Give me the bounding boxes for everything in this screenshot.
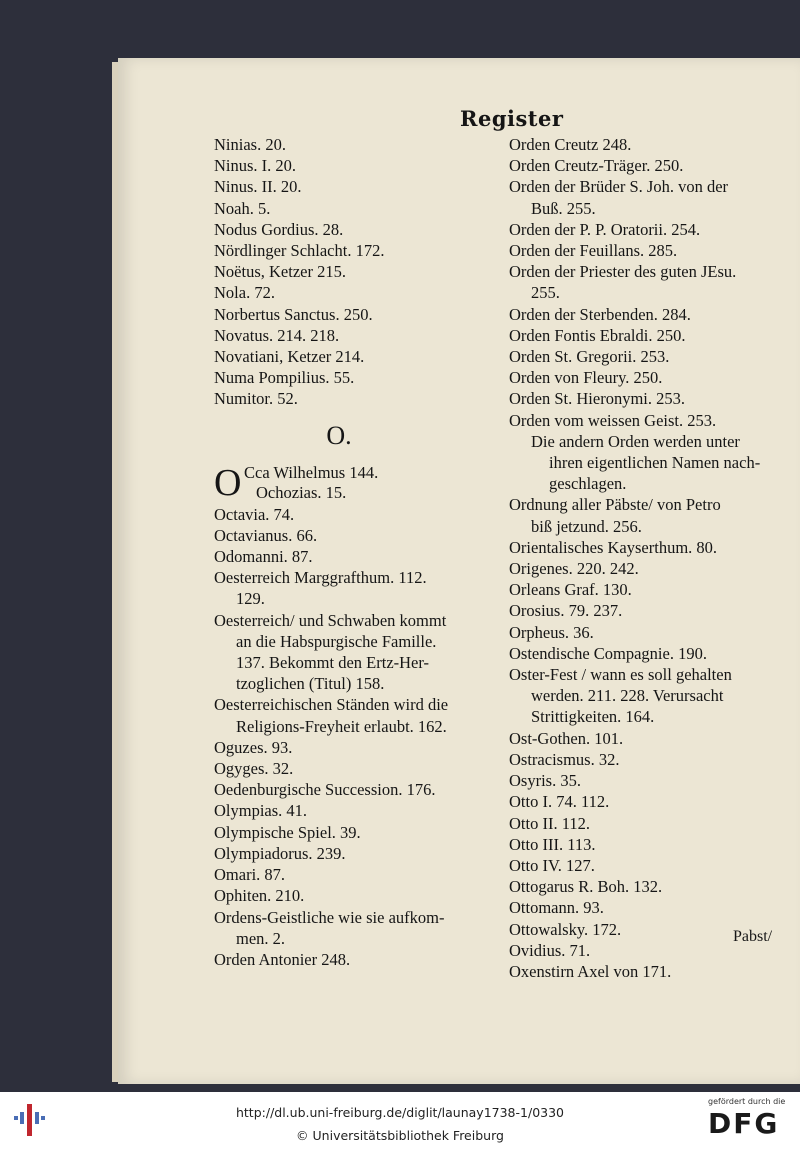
- index-entry: Nördlinger Schlacht. 172.: [214, 241, 385, 261]
- index-entry: ihren eigentlichen Namen nach-: [549, 453, 761, 473]
- index-entry: Ophiten. 210.: [214, 886, 305, 906]
- index-entry: Numitor. 52.: [214, 389, 298, 409]
- dfg-logo[interactable]: DFG: [708, 1107, 780, 1140]
- index-entry: Otto IV. 127.: [509, 855, 595, 875]
- index-entry: Otto I. 74. 112.: [509, 792, 610, 812]
- index-entry: Orden Creutz-Träger. 250.: [509, 156, 684, 176]
- index-entry: Ottogarus R. Boh. 132.: [509, 877, 663, 897]
- index-entry: Buß. 255.: [531, 198, 596, 218]
- index-entry: Numa Pompilius. 55.: [214, 368, 355, 388]
- index-entry: 137. Bekommt den Ertz-Her-: [236, 653, 430, 673]
- index-entry: Oster-Fest / wann es soll gehalten: [509, 665, 732, 685]
- index-entry: geschlagen.: [549, 474, 627, 494]
- index-entry: Ottomann. 93.: [509, 898, 604, 918]
- index-entry: Orden vom weissen Geist. 253.: [509, 410, 717, 430]
- index-entry: Orden St. Hieronymi. 253.: [509, 389, 685, 409]
- index-entry: tzoglichen (Titul) 158.: [236, 674, 385, 694]
- index-entry: Orden der P. P. Oratorii. 254.: [509, 219, 701, 239]
- index-entry: Orden der Priester des guten JEsu.: [509, 262, 737, 282]
- right-o-entries: [509, 134, 789, 982]
- index-entry: Die andern Orden werden unter: [531, 431, 740, 451]
- index-entry: Octavia. 74.: [214, 504, 295, 524]
- index-entry: Orpheus. 36.: [509, 622, 594, 642]
- index-entry: Orden der Feuillans. 285.: [509, 241, 678, 261]
- index-entry: Otto II. 112.: [509, 813, 590, 833]
- running-header: Register: [460, 106, 564, 131]
- index-entry: Oesterreich/ und Schwaben kommt: [214, 610, 447, 630]
- index-entry: 129.: [236, 589, 265, 609]
- index-entry: werden. 211. 228. Verursacht: [531, 686, 724, 706]
- left-o-entries: [214, 504, 500, 970]
- index-entry: Ost-Gothen. 101.: [509, 728, 624, 748]
- copyright-text: © Universitätsbibliothek Freiburg: [296, 1128, 504, 1143]
- initial-line-2: Ochozias. 15.: [256, 482, 347, 502]
- index-entry: an die Habspurgische Famille.: [236, 631, 437, 651]
- viewer-footer: [0, 1092, 800, 1149]
- index-entry: Nola. 72.: [214, 283, 275, 303]
- index-entry: Olympias. 41.: [214, 801, 308, 821]
- left-column: [214, 134, 500, 970]
- index-entry: Osyris. 35.: [509, 771, 581, 791]
- index-entry: Odomanni. 87.: [214, 547, 313, 567]
- index-entry: Ottowalsky. 172.: [509, 919, 622, 939]
- index-entry: Orden St. Gregorii. 253.: [509, 347, 670, 367]
- index-entry: Otto III. 113.: [509, 834, 596, 854]
- index-entry: Noëtus, Ketzer 215.: [214, 262, 346, 282]
- index-entry: Novatus. 214. 218.: [214, 325, 340, 345]
- initial-line-1: Cca Wilhelmus 144.: [244, 462, 379, 482]
- index-entry: 255.: [531, 283, 560, 303]
- right-column: [509, 134, 789, 982]
- index-entry: Ninus. I. 20.: [214, 156, 297, 176]
- section-letter: O.: [326, 420, 352, 450]
- index-entry: Omari. 87.: [214, 865, 286, 885]
- index-entry: Orden von Fleury. 250.: [509, 368, 663, 388]
- index-entry: Ninus. II. 20.: [214, 177, 302, 197]
- index-entry: Orosius. 79. 237.: [509, 601, 623, 621]
- page-url-link[interactable]: http://dl.ub.uni-freiburg.de/diglit/launay1738-1/0330: [235, 1105, 564, 1120]
- index-entry: Ordnung aller Päbste/ von Petro: [509, 495, 721, 515]
- index-entry: Novatiani, Ketzer 214.: [214, 347, 365, 367]
- index-entry: men. 2.: [236, 928, 286, 948]
- index-entry: Norbertus Sanctus. 250.: [214, 304, 373, 324]
- index-entry: Orleans Graf. 130.: [509, 580, 632, 600]
- index-entry: Oesterreich Marggrafthum. 112.: [214, 568, 427, 588]
- catchword: Pabst/: [733, 928, 773, 945]
- index-entry: Ostendische Compagnie. 190.: [509, 643, 707, 663]
- index-entry: Olympiadorus. 239.: [214, 843, 346, 863]
- index-entry: Oedenburgische Succession. 176.: [214, 780, 436, 800]
- index-entry: Religions-Freyheit erlaubt. 162.: [236, 716, 447, 736]
- index-entry: Orden Fontis Ebraldi. 250.: [509, 325, 686, 345]
- index-entry: Strittigkeiten. 164.: [531, 707, 655, 727]
- initial-block: [214, 462, 500, 504]
- index-entry: Ogyges. 32.: [214, 759, 294, 779]
- funding-note: gefördert durch die: [708, 1097, 786, 1106]
- index-entry: Orden Antonier 248.: [214, 949, 351, 969]
- index-entry: Orientalisches Kayserthum. 80.: [509, 537, 718, 557]
- index-entry: Origenes. 220. 242.: [509, 559, 639, 579]
- index-entry: Oguzes. 93.: [214, 737, 293, 757]
- index-entry: Noah. 5.: [214, 198, 271, 218]
- index-entry: Ninias. 20.: [214, 135, 286, 154]
- index-entry: biß jetzund. 256.: [531, 516, 642, 536]
- index-entry: Orden der Sterbenden. 284.: [509, 304, 691, 324]
- index-entry: Orden Creutz 248.: [509, 135, 632, 154]
- index-entry: Nodus Gordius. 28.: [214, 219, 344, 239]
- index-entry: Ordens-Geistliche wie sie aufkom-: [214, 907, 445, 927]
- drop-initial: O: [214, 461, 242, 504]
- index-entry: Octavianus. 66.: [214, 525, 318, 545]
- left-n-entries: [214, 134, 500, 410]
- index-entry: Orden der Brüder S. Joh. von der: [509, 177, 729, 197]
- index-entry: Oesterreichischen Ständen wird die: [214, 695, 449, 715]
- index-entry: Oxenstirn Axel von 171.: [509, 961, 672, 981]
- index-entry: Olympische Spiel. 39.: [214, 822, 361, 842]
- index-entry: Ostracismus. 32.: [509, 749, 620, 769]
- index-entry: Ovidius. 71.: [509, 940, 591, 960]
